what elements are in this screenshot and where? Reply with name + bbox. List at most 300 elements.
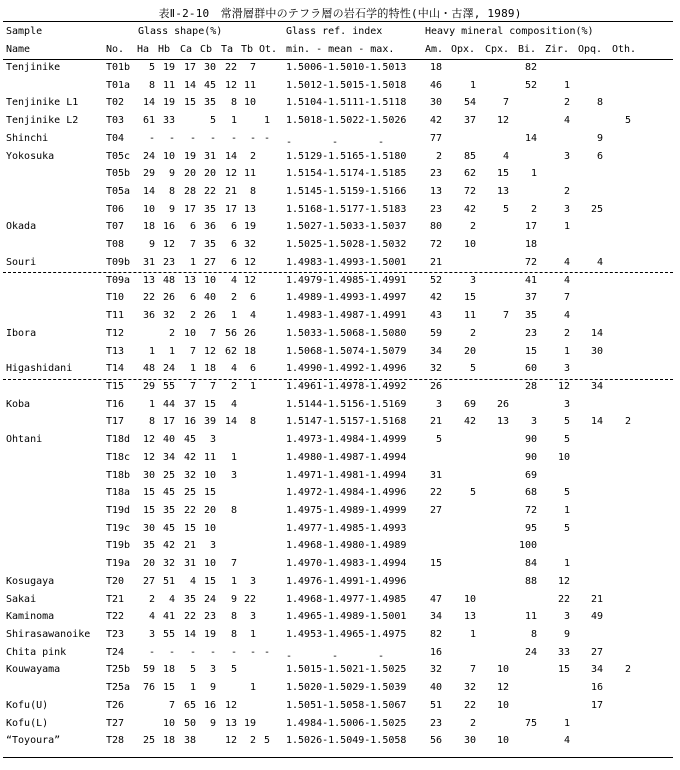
- cell-tb: 26: [243, 327, 256, 339]
- cell-tb: 19: [243, 717, 256, 729]
- table-row: [0, 698, 680, 715]
- header-bi: Bi.: [518, 44, 537, 55]
- cell-hb: 18: [162, 664, 175, 676]
- cell-zir: 1: [563, 505, 570, 516]
- cell-ha: 20: [142, 558, 155, 570]
- cell-hb: 51: [162, 575, 175, 587]
- cell-ri: 1.4980-1.4987-1.4994: [286, 451, 407, 463]
- cell-no: T05c: [106, 150, 131, 162]
- cell-bi: 35: [524, 310, 537, 322]
- cell-zir: 15: [557, 664, 570, 676]
- cell-ha: 15: [142, 505, 155, 516]
- cell-name: Ohtani: [6, 434, 43, 446]
- cell-ca: 45: [183, 434, 196, 446]
- cell-hb: 42: [162, 540, 175, 552]
- cell-ha: 14: [142, 97, 155, 109]
- cell-opx: 42: [463, 416, 476, 428]
- cell-no: T23: [106, 629, 125, 641]
- cell-am: 42: [429, 115, 442, 127]
- cell-ha: 30: [142, 522, 155, 534]
- cell-bi: 69: [524, 469, 537, 481]
- cell-ca: 32: [183, 469, 196, 481]
- cell-name: “Toyoura”: [6, 735, 61, 747]
- cell-ri: 1.4972-1.4984-1.4996: [286, 487, 407, 499]
- cell-cb: 26: [203, 310, 216, 322]
- table-row: [0, 414, 680, 431]
- table-row: [0, 556, 680, 573]
- cell-zir: 4: [563, 115, 570, 127]
- cell-cb: 10: [203, 469, 216, 481]
- cell-oth: 2: [624, 416, 631, 428]
- cell-am: 34: [429, 611, 442, 623]
- table-row: [0, 609, 680, 626]
- cell-opx: 42: [463, 203, 476, 215]
- cell-tb: 6: [249, 363, 256, 375]
- cell-ta: 12: [224, 699, 237, 711]
- cell-opq: 49: [590, 611, 603, 623]
- cell-bi: 88: [524, 575, 537, 587]
- cell-hb: 33: [162, 115, 175, 127]
- cell-zir: 2: [563, 327, 570, 339]
- cell-cb: 11: [203, 451, 216, 463]
- cell-ha: 30: [142, 469, 155, 481]
- cell-opx: 11: [463, 310, 476, 322]
- cell-ri: 1.5147-1.5157-1.5168: [286, 416, 407, 428]
- table-row: [0, 255, 680, 272]
- cell-hb: 34: [162, 451, 175, 463]
- cell-cb: -: [209, 132, 216, 144]
- cell-am: 51: [429, 699, 442, 711]
- cell-ca: 16: [183, 416, 196, 428]
- cell-ha: 8: [148, 79, 155, 91]
- cell-zir: 3: [563, 150, 570, 162]
- cell-ha: 24: [142, 150, 155, 162]
- cell-cb: 7: [209, 327, 216, 339]
- cell-ta: -: [230, 646, 237, 658]
- cell-am: 56: [429, 735, 442, 747]
- cell-tb: -: [249, 132, 256, 144]
- cell-ta: 12: [224, 79, 237, 91]
- cell-opq: 6: [596, 150, 603, 162]
- cell-ta: 17: [224, 203, 237, 215]
- cell-ta: 6: [230, 221, 237, 233]
- cell-cb: 9: [209, 682, 216, 694]
- cell-ha: 59: [142, 664, 155, 676]
- cell-no: T01a: [106, 79, 131, 91]
- cell-ha: 5: [148, 62, 155, 73]
- cell-opx: 13: [463, 611, 476, 623]
- cell-no: T16: [106, 398, 125, 410]
- cell-ta: 9: [230, 593, 237, 605]
- cell-opq: 9: [596, 132, 603, 144]
- cell-bi: 95: [524, 522, 537, 534]
- cell-opq: 8: [596, 97, 603, 109]
- table-row: [0, 538, 680, 555]
- cell-hb: 23: [162, 256, 175, 268]
- cell-ot: -: [263, 646, 270, 658]
- cell-zir: 1: [563, 79, 570, 91]
- cell-no: T26: [106, 699, 125, 711]
- header-hb: Hb: [158, 44, 171, 55]
- cell-name: Sakai: [6, 593, 37, 605]
- cell-no: T27: [106, 717, 125, 729]
- cell-bi: 84: [524, 558, 537, 570]
- cell-tb: 3: [249, 575, 256, 587]
- cell-ri: 1.4970-1.4983-1.4994: [286, 558, 407, 570]
- cell-opx: 2: [469, 221, 476, 233]
- cell-ha: 31: [142, 256, 155, 268]
- cell-no: T04: [106, 132, 125, 144]
- cell-zir: 4: [563, 274, 570, 286]
- header-ot: Ot.: [259, 44, 278, 55]
- cell-ha: 14: [142, 186, 155, 198]
- cell-ha: 29: [142, 380, 155, 392]
- cell-cb: 45: [203, 79, 216, 91]
- cell-opx: 72: [463, 186, 476, 198]
- cell-cpx: 15: [496, 168, 509, 180]
- cell-ha: 4: [148, 611, 155, 623]
- divider-dashed: [3, 379, 673, 380]
- table-bottom-rule: [3, 757, 673, 758]
- table-row: [0, 113, 680, 130]
- cell-bi: 90: [524, 451, 537, 463]
- cell-no: T05a: [106, 186, 131, 198]
- cell-ha: -: [148, 646, 155, 658]
- cell-ca: 17: [183, 203, 196, 215]
- cell-am: 47: [429, 593, 442, 605]
- cell-bi: 1: [530, 168, 537, 180]
- cell-ta: 13: [224, 717, 237, 729]
- cell-opq: 17: [590, 699, 603, 711]
- cell-ri: 1.5051-1.5058-1.5067: [286, 699, 407, 711]
- cell-ca: 25: [183, 487, 196, 499]
- cell-ta: 56: [224, 327, 237, 339]
- cell-no: T15: [106, 380, 125, 392]
- table-row: [0, 219, 680, 236]
- cell-no: T18b: [106, 469, 131, 481]
- cell-zir: 4: [563, 310, 570, 322]
- cell-opx: 10: [463, 239, 476, 251]
- cell-name: Tenjinike L1: [6, 97, 79, 109]
- table-row: [0, 574, 680, 591]
- cell-name: Chita pink: [6, 646, 67, 658]
- cell-ri: 1.5154-1.5174-1.5185: [286, 168, 407, 180]
- cell-no: T18c: [106, 451, 131, 463]
- cell-ri: 1.5020-1.5029-1.5039: [286, 682, 407, 694]
- cell-am: 3: [435, 398, 442, 410]
- cell-hb: 4: [168, 593, 175, 605]
- cell-name: Okada: [6, 221, 37, 233]
- cell-ha: 1: [148, 398, 155, 410]
- table-title: 表Ⅱ-2-10 常滑層群中のテフラ層の岩石学的特性(中山・古澤, 1989): [158, 7, 522, 20]
- cell-tb: 6: [249, 292, 256, 304]
- cell-hb: 19: [162, 97, 175, 109]
- header-tb: Tb: [241, 44, 254, 55]
- cell-ta: 8: [230, 611, 237, 623]
- cell-tb: 8: [249, 416, 256, 428]
- cell-ca: 38: [183, 735, 196, 747]
- cell-am: 31: [429, 469, 442, 481]
- cell-cpx: 10: [496, 699, 509, 711]
- cell-no: T22: [106, 611, 125, 623]
- table-row: [0, 379, 680, 396]
- cell-hb: 48: [162, 274, 175, 286]
- cell-zir: 9: [563, 629, 570, 641]
- cell-no: T17: [106, 416, 125, 428]
- header-oth: Oth.: [612, 44, 637, 55]
- cell-name: Souri: [6, 256, 37, 268]
- cell-no: T13: [106, 345, 125, 357]
- cell-name: Ibora: [6, 327, 37, 339]
- cell-ri: 1.4977-1.4985-1.4993: [286, 522, 407, 534]
- cell-name: Shirasawanoike: [6, 629, 91, 641]
- cell-bi: 17: [524, 221, 537, 233]
- cell-hb: 35: [162, 505, 175, 516]
- cell-hb: 26: [162, 292, 175, 304]
- cell-am: 34: [429, 345, 442, 357]
- cell-opx: 3: [469, 274, 476, 286]
- table-row: [0, 450, 680, 467]
- table-row: [0, 627, 680, 644]
- cell-cb: 7: [209, 380, 216, 392]
- cell-no: T08: [106, 239, 125, 251]
- cell-opx: 85: [463, 150, 476, 162]
- cell-am: 26: [429, 380, 442, 392]
- cell-ca: 28: [183, 186, 196, 198]
- cell-ri: 1.4973-1.4984-1.4999: [286, 434, 407, 446]
- cell-bi: 3: [530, 416, 537, 428]
- cell-cb: 35: [203, 203, 216, 215]
- cell-opx: 62: [463, 168, 476, 180]
- header-glass-shape: Glass shape(%): [138, 26, 223, 37]
- cell-ta: 8: [230, 629, 237, 641]
- table-row: [0, 273, 680, 290]
- cell-name: Shinchi: [6, 132, 49, 144]
- cell-tb: 7: [249, 62, 256, 73]
- cell-hb: 24: [162, 363, 175, 375]
- cell-am: 23: [429, 168, 442, 180]
- table-row: [0, 468, 680, 485]
- header-ca: Ca: [180, 44, 193, 55]
- cell-ri: 1.5025-1.5028-1.5032: [286, 239, 407, 251]
- cell-cb: 30: [203, 62, 216, 73]
- cell-opq: 25: [590, 203, 603, 215]
- cell-ri: 1.4990-1.4992-1.4996: [286, 363, 407, 375]
- cell-cb: 15: [203, 575, 216, 587]
- cell-tb: 18: [243, 345, 256, 357]
- cell-ha: 36: [142, 310, 155, 322]
- cell-hb: 15: [162, 682, 175, 694]
- cell-ri: 1.4971-1.4981-1.4994: [286, 469, 407, 481]
- cell-no: T07: [106, 221, 125, 233]
- cell-tb: 32: [243, 239, 256, 251]
- cell-cb: 10: [203, 274, 216, 286]
- cell-cpx: 13: [496, 416, 509, 428]
- cell-am: 80: [429, 221, 442, 233]
- cell-name: Kaminoma: [6, 611, 55, 623]
- cell-bi: 72: [524, 505, 537, 516]
- cell-ca: 37: [183, 398, 196, 410]
- cell-zir: 1: [563, 717, 570, 729]
- cell-am: 27: [429, 505, 442, 516]
- cell-ca: 13: [183, 274, 196, 286]
- cell-ri: 1.4976-1.4991-1.4996: [286, 575, 407, 587]
- cell-zir: 33: [557, 646, 570, 658]
- cell-ha: 25: [142, 735, 155, 747]
- cell-no: T18d: [106, 434, 131, 446]
- cell-tb: 8: [249, 186, 256, 198]
- cell-am: 23: [429, 203, 442, 215]
- cell-am: 72: [429, 239, 442, 251]
- table-row: [0, 716, 680, 733]
- cell-zir: 2: [563, 97, 570, 109]
- table-row: [0, 237, 680, 254]
- cell-ca: 10: [183, 327, 196, 339]
- cell-tb: 11: [243, 168, 256, 180]
- cell-zir: 7: [563, 292, 570, 304]
- cell-name: Yokosuka: [6, 150, 55, 162]
- cell-cb: 23: [203, 611, 216, 623]
- cell-no: T10: [106, 292, 125, 304]
- cell-ha: 12: [142, 434, 155, 446]
- cell-am: 21: [429, 416, 442, 428]
- cell-no: T19d: [106, 505, 131, 516]
- header-row-1: [0, 26, 680, 40]
- cell-tb: 1: [249, 682, 256, 694]
- cell-cb: 20: [203, 168, 216, 180]
- cell-name: Kouwayama: [6, 664, 61, 676]
- cell-ri: 1.4965-1.4989-1.5001: [286, 611, 407, 623]
- cell-ri: 1.5033-1.5068-1.5080: [286, 327, 407, 339]
- cell-am: 18: [429, 62, 442, 73]
- cell-cpx: 26: [496, 398, 509, 410]
- cell-opx: 15: [463, 292, 476, 304]
- cell-opx: 32: [463, 682, 476, 694]
- header-sample: Sample: [6, 26, 43, 37]
- cell-ca: -: [189, 646, 196, 658]
- cell-ri: 1.5168-1.5177-1.5183: [286, 203, 407, 215]
- cell-am: 22: [429, 487, 442, 499]
- cell-opq: 21: [590, 593, 603, 605]
- cell-ha: 9: [148, 239, 155, 251]
- cell-opx: 1: [469, 629, 476, 641]
- cell-ta: 14: [224, 416, 237, 428]
- cell-ca: 1: [189, 363, 196, 375]
- cell-cpx: 12: [496, 682, 509, 694]
- cell-name: Kofu(U): [6, 699, 49, 711]
- cell-name: Higashidani: [6, 363, 73, 375]
- cell-opx: 69: [463, 398, 476, 410]
- cell-ha: 18: [142, 221, 155, 233]
- cell-opq: 27: [590, 646, 603, 658]
- cell-ca: 50: [183, 717, 196, 729]
- cell-ca: 17: [183, 62, 196, 73]
- cell-tb: 19: [243, 221, 256, 233]
- cell-cb: 10: [203, 558, 216, 570]
- cell-cb: 18: [203, 363, 216, 375]
- header-opq: Opq.: [578, 44, 603, 55]
- cell-opx: 30: [463, 735, 476, 747]
- cell-zir: 2: [563, 186, 570, 198]
- cell-ri: 1.4983-1.4993-1.5001: [286, 256, 407, 268]
- cell-zir: 3: [563, 203, 570, 215]
- table-row: [0, 344, 680, 361]
- table-row: [0, 503, 680, 520]
- cell-hb: 9: [168, 203, 175, 215]
- cell-tb: 2: [249, 735, 256, 747]
- table-row: [0, 149, 680, 166]
- header-glass-ref-index: Glass ref. index: [286, 26, 383, 37]
- cell-ri: 1.4989-1.4993-1.4997: [286, 292, 407, 304]
- table-row: [0, 733, 680, 750]
- cell-cpx: 4: [502, 150, 509, 162]
- cell-oth: 5: [624, 115, 631, 127]
- cell-cb: 10: [203, 522, 216, 534]
- cell-ta: 8: [230, 505, 237, 516]
- table-row: [0, 592, 680, 609]
- table-top-rule: [3, 21, 673, 22]
- cell-ri: 1.5015-1.5021-1.5025: [286, 664, 407, 676]
- cell-ca: 2: [189, 310, 196, 322]
- cell-ca: 7: [189, 239, 196, 251]
- cell-ha: 8: [148, 416, 155, 428]
- cell-opx: 2: [469, 327, 476, 339]
- cell-no: T19b: [106, 540, 131, 552]
- cell-cb: 3: [209, 540, 216, 552]
- cell-zir: 4: [563, 735, 570, 747]
- cell-zir: 5: [563, 522, 570, 534]
- cell-no: T09b: [106, 256, 131, 268]
- cell-tb: 12: [243, 274, 256, 286]
- cell-zir: 1: [563, 558, 570, 570]
- cell-ha: 10: [142, 203, 155, 215]
- cell-cb: 15: [203, 487, 216, 499]
- cell-no: T18a: [106, 487, 131, 499]
- cell-opq: 14: [590, 327, 603, 339]
- cell-ca: 22: [183, 505, 196, 516]
- cell-cb: 36: [203, 221, 216, 233]
- cell-tb: 3: [249, 611, 256, 623]
- header-opx: Opx.: [451, 44, 476, 55]
- cell-ot: -: [263, 132, 270, 144]
- table-row: [0, 60, 680, 77]
- header-no: No.: [106, 44, 125, 55]
- cell-ta: 14: [224, 150, 237, 162]
- cell-ha: 48: [142, 363, 155, 375]
- cell-bi: 15: [524, 345, 537, 357]
- cell-ca: 35: [183, 593, 196, 605]
- cell-ta: 6: [230, 239, 237, 251]
- cell-bi: 18: [524, 239, 537, 251]
- cell-tb: 22: [243, 593, 256, 605]
- cell-bi: 75: [524, 717, 537, 729]
- cell-ca: 14: [183, 79, 196, 91]
- cell-name: Kofu(L): [6, 717, 49, 729]
- cell-hb: -: [168, 132, 175, 144]
- header-cb: Cb: [200, 44, 213, 55]
- cell-cb: 5: [209, 115, 216, 127]
- cell-bi: 90: [524, 434, 537, 446]
- cell-no: T21: [106, 593, 125, 605]
- cell-ca: 7: [189, 380, 196, 392]
- cell-ri: - - -: [286, 136, 385, 148]
- cell-ca: 22: [183, 611, 196, 623]
- cell-ca: 19: [183, 150, 196, 162]
- cell-tb: 1: [249, 380, 256, 392]
- cell-hb: 25: [162, 469, 175, 481]
- cell-cb: 27: [203, 256, 216, 268]
- cell-ri: 1.4968-1.4980-1.4989: [286, 540, 407, 552]
